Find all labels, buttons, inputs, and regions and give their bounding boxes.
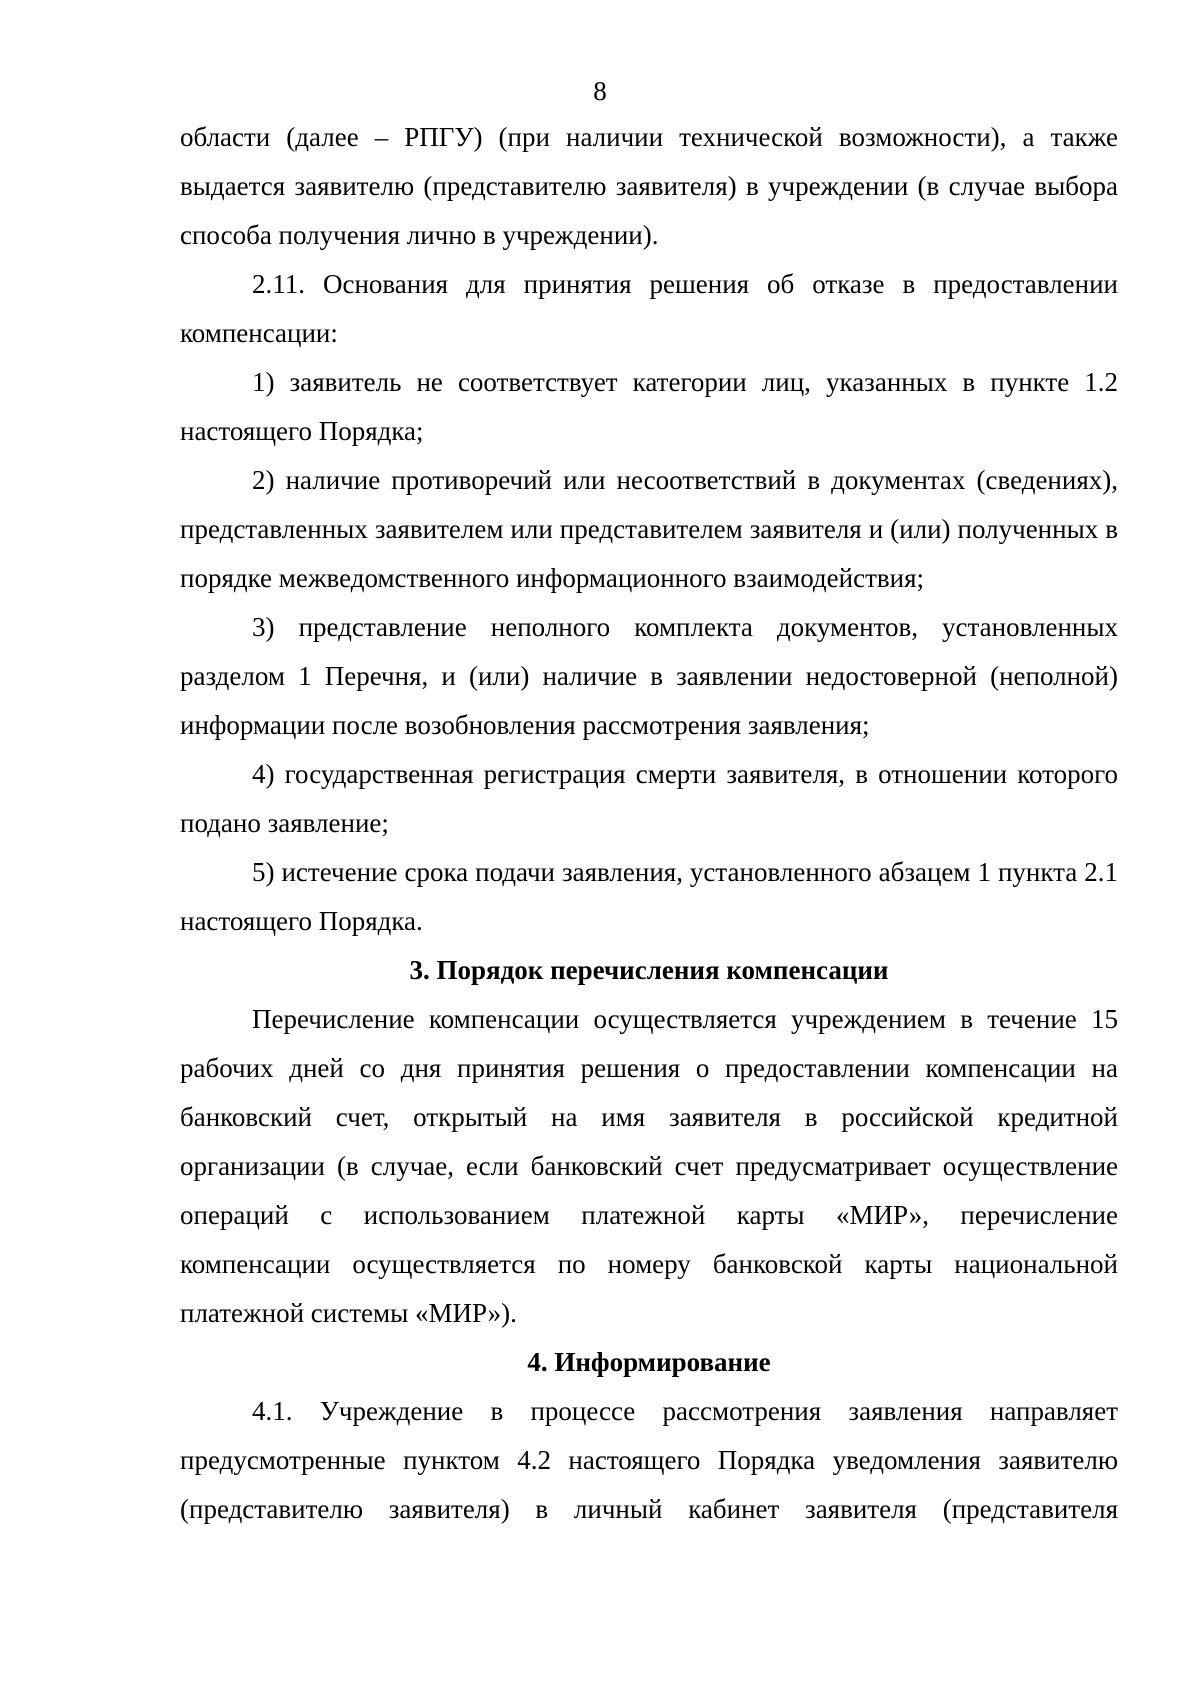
- page-number: 8: [593, 76, 607, 106]
- document-body: [180, 113, 1118, 1534]
- section-3-paragraph: Перечисление компенсации осуществляется учреждением в течение 15 рабочих дней со дня принятия решения о предоставлении компенсации на банковский счет, открытый на имя заявителя в российской кредитной организации (в случае, если банковский счет предусматривает осуществление операций с использованием платежной карты «МИР», перечисление компенсации осуществляется по номеру банковской карты национальной платежной системы «МИР»).: [180, 1004, 1118, 1328]
- list-item-3: 3) представление неполного комплекта документов, установленных разделом 1 Перечня, и (или) наличие в заявлении недостоверной (неполной) информации после возобновления рассмотрения заявления;: [180, 612, 1118, 740]
- section-3-heading: 3. Порядок перечисления компенсации: [409, 955, 889, 985]
- list-item-1: 1) заявитель не соответствует категории лиц, указанных в пункте 1.2 настоящего Порядка;: [180, 367, 1118, 446]
- paragraph-continuation: области (далее – РПГУ) (при наличии технической возможности), а также выдается заявителю (представителю заявителя) в учреждении (в случае выбора способа получения лично в учреждении).: [180, 122, 1118, 250]
- paragraph-2-11: 2.11. Основания для принятия решения об отказе в предоставлении компенсации:: [180, 269, 1118, 348]
- paragraph-4-1: 4.1. Учреждение в процессе рассмотрения заявления направляет предусмотренные пунктом 4.2 настоящего Порядка уведомления заявителю (представителю заявителя) в личный кабинет заявителя (представителя: [180, 1396, 1118, 1524]
- list-item-5: 5) истечение срока подачи заявления, установленного абзацем 1 пункта 2.1 настоящего Порядка.: [180, 857, 1118, 936]
- list-item-2: 2) наличие противоречий или несоответствий в документах (сведениях), представленных заявителем или представителем заявителя и (или) полученных в порядке межведомственного информационного взаимодействия;: [180, 465, 1118, 593]
- list-item-4: 4) государственная регистрация смерти заявителя, в отношении которого подано заявление;: [180, 759, 1118, 838]
- section-4-heading: 4. Информирование: [527, 1347, 771, 1377]
